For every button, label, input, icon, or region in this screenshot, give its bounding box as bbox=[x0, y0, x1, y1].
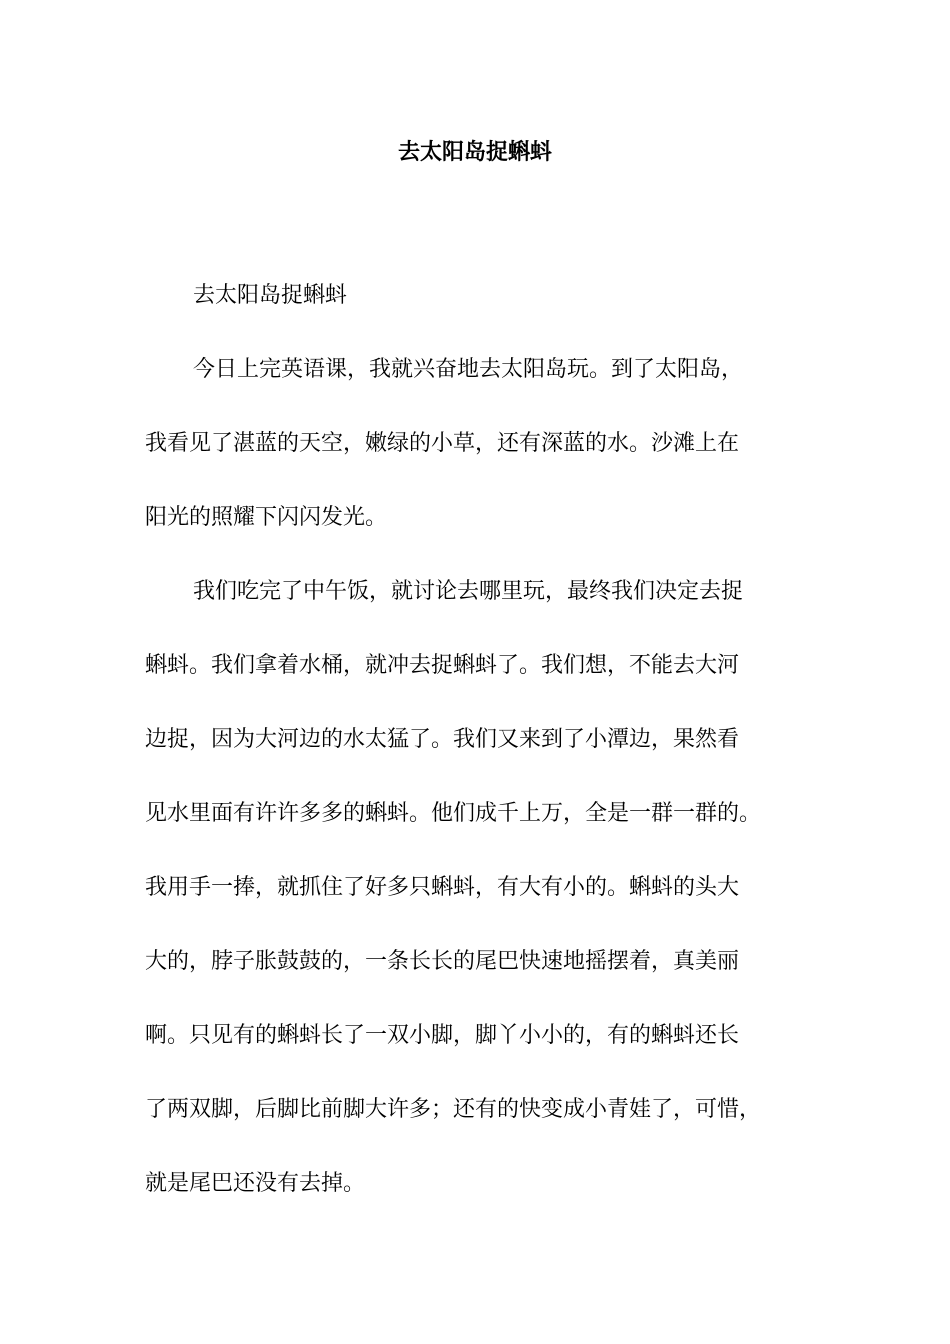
paragraph-1-line-2: 我看见了湛蓝的天空，嫩绿的小草，还有深蓝的水。沙滩上在 bbox=[145, 431, 740, 456]
subtitle-line: 去太阳岛捉蝌蚪 bbox=[193, 283, 348, 308]
paragraph-2-line-1: 我们吃完了中午饭，就讨论去哪里玩，最终我们决定去捉 bbox=[193, 579, 744, 604]
paragraph-2-line-6: 大的，脖子胀鼓鼓的，一条长长的尾巴快速地摇摆着，真美丽 bbox=[145, 949, 740, 974]
paragraph-1-line-1: 今日上完英语课，我就兴奋地去太阳岛玩。到了太阳岛， bbox=[193, 357, 744, 382]
paragraph-1-line-3: 阳光的照耀下闪闪发光。 bbox=[145, 505, 388, 530]
document-body bbox=[145, 259, 805, 1221]
paragraph-2-line-9: 就是尾巴还没有去掉。 bbox=[145, 1171, 366, 1196]
paragraph-2-line-3: 边捉，因为大河边的水太猛了。我们又来到了小潭边，果然看 bbox=[145, 727, 740, 752]
paragraph-2-line-5: 我用手一捧，就抓住了好多只蝌蚪，有大有小的。蝌蚪的头大 bbox=[145, 875, 740, 900]
paragraph-2-line-7: 啊。只见有的蝌蚪长了一双小脚，脚丫小小的，有的蝌蚪还长 bbox=[145, 1023, 740, 1048]
paragraph-2-line-2: 蝌蚪。我们拿着水桶，就冲去捉蝌蚪了。我们想，不能去大河 bbox=[145, 653, 740, 678]
paragraph-2-line-4: 见水里面有许许多多的蝌蚪。他们成千上万，全是一群一群的。 bbox=[145, 801, 762, 826]
document-title: 去太阳岛捉蝌蚪 bbox=[397, 139, 552, 165]
paragraph-2-line-8: 了两双脚，后脚比前脚大许多；还有的快变成小青娃了，可惜， bbox=[145, 1097, 762, 1122]
